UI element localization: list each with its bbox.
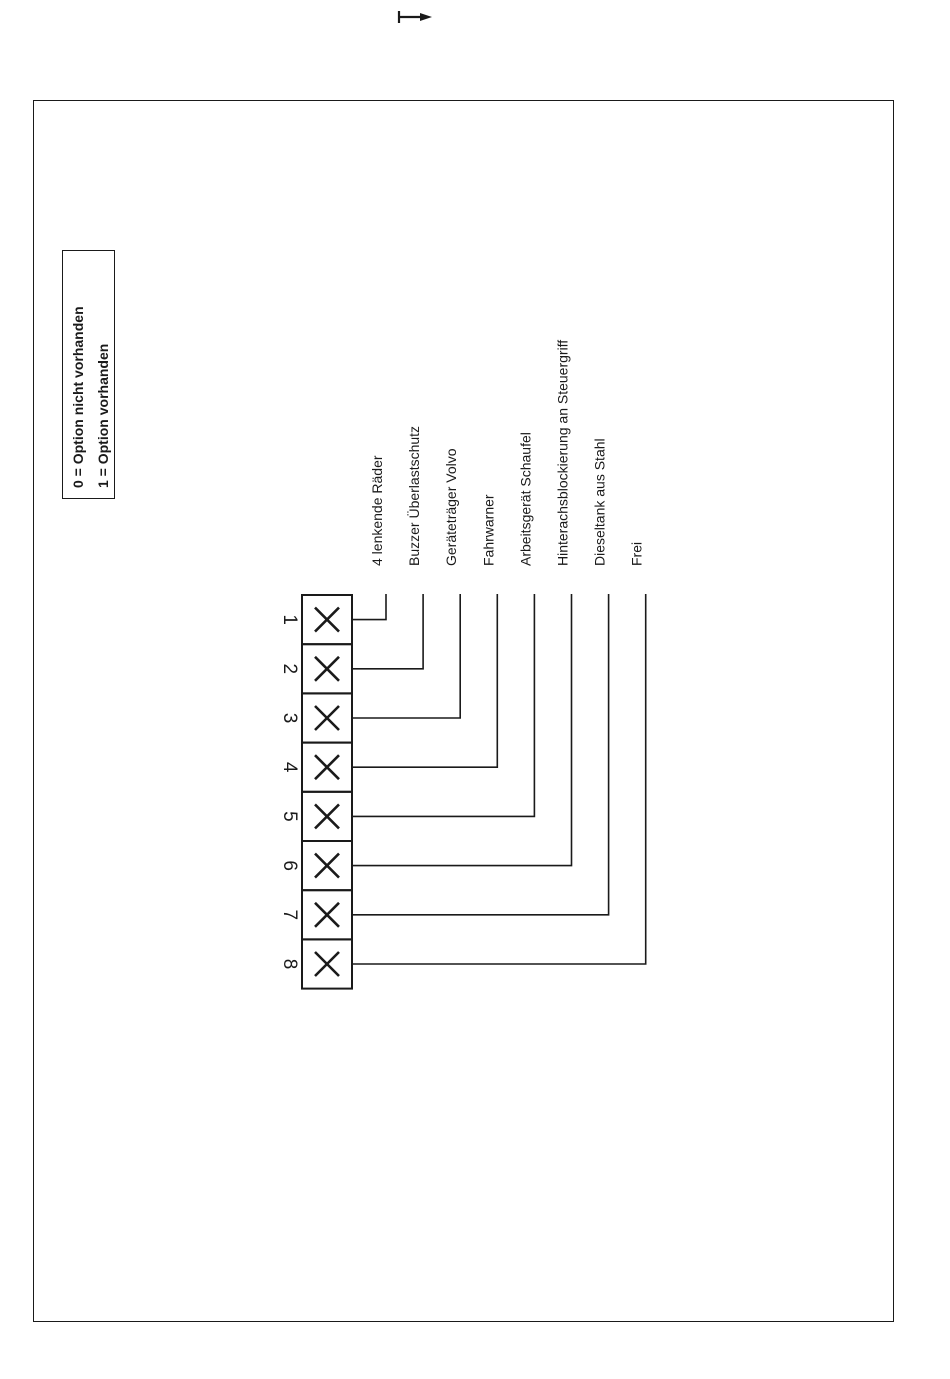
bit-connector [352, 594, 646, 964]
bit-number: 5 [278, 811, 300, 822]
bit-label: Frei [628, 541, 645, 566]
bit-label: Hinterachsblockierung an Steuergriff [554, 339, 571, 566]
bit-number: 1 [278, 614, 300, 625]
bit-number: 6 [278, 860, 300, 871]
legend-line-0: 0 = Option nicht vorhanden [70, 306, 86, 488]
diagram-frame [34, 101, 894, 1322]
legend-box [63, 251, 115, 499]
bit-label: 4 lenkende Räder [369, 455, 385, 566]
bit-number: 2 [278, 663, 300, 675]
bit-field [279, 340, 646, 989]
bit-connector [352, 594, 386, 620]
bit-label: Buzzer Überlastschutz [406, 425, 423, 566]
bit-label: Geräteträger Volvo [443, 448, 460, 566]
bit-connector [352, 594, 423, 669]
arrow-right-icon [399, 11, 432, 23]
bit-number: 7 [278, 909, 300, 921]
bit-number: 8 [278, 958, 300, 970]
bit-label: Arbeitsgerät Schaufel [517, 432, 534, 566]
bit-mark-x-icon [315, 903, 339, 927]
bit-mark-x-icon [315, 706, 339, 730]
bit-number: 4 [278, 761, 300, 773]
bit-mark-x-icon [315, 854, 339, 878]
bit-number: 3 [278, 712, 300, 724]
bit-connector [352, 594, 609, 915]
bit-label: Fahrwarner [480, 494, 497, 566]
bit-mark-x-icon [315, 804, 339, 828]
bit-mark-x-icon [315, 657, 339, 681]
bit-connector [352, 594, 572, 866]
bit-mark-x-icon [315, 608, 339, 632]
bit-connector [352, 594, 534, 816]
bit-mark-x-icon [315, 952, 339, 976]
bit-label: Dieseltank aus Stahl [591, 438, 608, 566]
legend-line-1: 1 = Option vorhanden [95, 343, 111, 488]
bit-mark-x-icon [315, 755, 339, 779]
bit-connector [352, 594, 460, 718]
